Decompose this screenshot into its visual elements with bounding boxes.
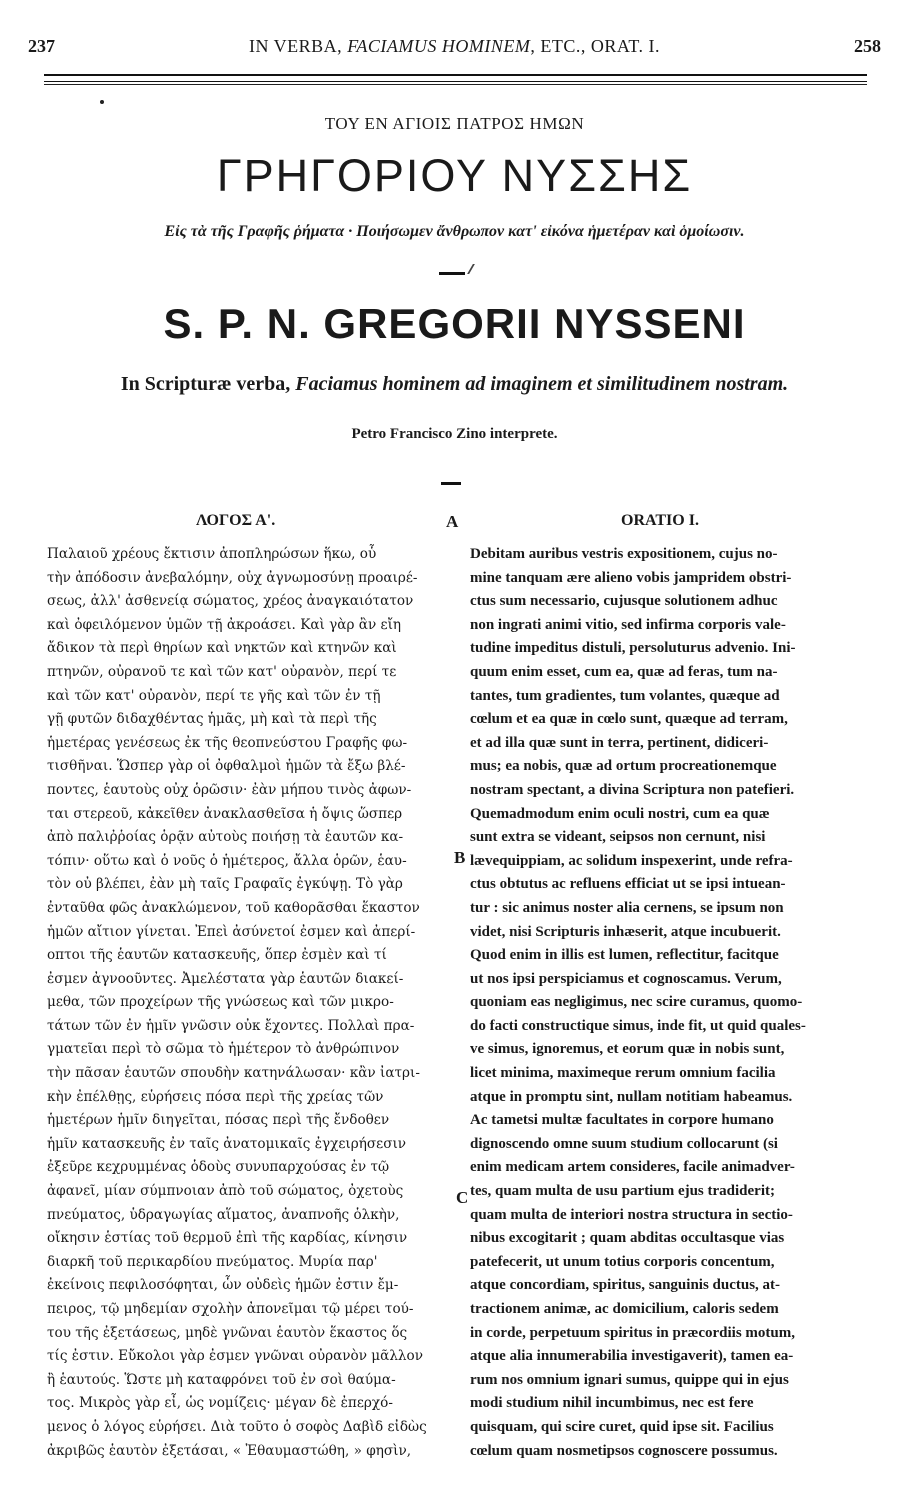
text-line: ctus sum necessario, cujusque solutionem adhuc bbox=[470, 593, 778, 610]
text-line: καὶ ὀφειλόμενον ὑμῶν τῇ ἀκροάσει. Καὶ γὰρ ἂν εἴη bbox=[47, 616, 402, 633]
text-line: ἄδικον τὰ περὶ θηρίων καὶ νηκτῶν καὶ κτηνῶν καὶ bbox=[47, 640, 397, 657]
text-line: τάτων τῶν ἐν ἡμῖν γνῶσιν οὐκ ἔχοντες. Πολλαὶ πρα- bbox=[47, 1017, 415, 1034]
text-line: κὴν ἐπέλθῃς, εὑρήσεις πόσα περὶ τῆς χρείας τῶν bbox=[47, 1088, 384, 1105]
text-line: καὶ τῶν κατ' οὐρανὸν, περί τε γῆς καὶ τῶν ἐν τῇ bbox=[47, 687, 381, 704]
text-line: ἡμῖν κατασκευῆς ἐν ταῖς ἀνατομικαῖς ἐγχειρήσεσιν bbox=[47, 1135, 407, 1152]
text-line: Ac tametsi multæ facultates in corpore humano bbox=[470, 1112, 774, 1129]
ink-dot bbox=[100, 100, 104, 104]
text-line: do facti constructique simus, inde fit, ut quid quales- bbox=[470, 1017, 806, 1034]
text-line: atque in promptu sint, nullam notitiam habeamus. bbox=[470, 1088, 793, 1105]
text-line: sunt extra se videant, seipsos non cernunt, nisi bbox=[470, 829, 766, 846]
latin-title: S. P. N. GREGORII NYSSENI bbox=[163, 300, 746, 347]
text-line: μενος ὁ λόγος εὑρήσει. Διὰ τοῦτο ὁ σοφὸς Δαβὶδ εἰδὼς bbox=[47, 1418, 427, 1435]
text-line: ται στερεοῦ, κἀκεῖθεν ἀνακλασθεῖσα ἡ ὄψις ὥσπερ bbox=[47, 805, 403, 822]
latin-subtitle bbox=[40, 373, 869, 396]
text-line: patefecerit, ut unum totius corporis concentum, bbox=[470, 1253, 775, 1270]
text-line: quam multa de interiori nostra structura in sectio- bbox=[470, 1206, 793, 1223]
latin-column-heading: ORATIO I. bbox=[621, 512, 699, 529]
text-line: ἡμετέρας γενέσεως ἐκ τῆς θεοπνεύστου Γραφῆς φω- bbox=[47, 734, 408, 751]
text-line: οπτοι τῆς ἑαυτῶν κατασκευῆς, ὅπερ ἐσμὲν καὶ τί bbox=[47, 947, 387, 964]
text-line: Debitam auribus vestris expositionem, cujus no- bbox=[470, 546, 778, 562]
text-line: σεως, ἀλλ' ἀσθενείᾳ σώματος, χρέος ἀναγκαιότατον bbox=[47, 593, 414, 610]
text-line: mus; ea nobis, quæ ad ortum procreationemque bbox=[470, 758, 777, 775]
text-line: dignoscendo omne suum studium collocarunt (si bbox=[470, 1135, 778, 1152]
text-line: in corde, perpetuum spiritus in præcordiis motum, bbox=[470, 1324, 796, 1341]
text-line: tur : sic animus noster alia cernens, se ipsum non bbox=[470, 899, 784, 916]
separator-tick bbox=[467, 264, 475, 274]
text-line: videt, nisi Scripturis inhæserit, atque incubuerit. bbox=[470, 923, 781, 940]
text-line: tes, quam multa de usu partium ejus tradiderit; bbox=[470, 1183, 776, 1200]
latin-subtitle-italic: Faciamus hominem ad imaginem et similitudinem nostram. bbox=[295, 373, 789, 395]
text-line: ve simus, ignoremus, et eorum quæ in nobis sunt, bbox=[470, 1041, 785, 1058]
section-marker-a: A bbox=[446, 512, 459, 531]
text-line: ἀπὸ παλιῤῥοίας ὁρᾷν αὐτοὺς ποιήσῃ τὰ ἑαυτῶν κα- bbox=[47, 829, 404, 846]
greek-kicker: ΤΟΥ ΕΝ ΑΓΙΟΙΣ ΠΑΤΡΟΣ ΗΜΩΝ bbox=[324, 114, 585, 133]
text-line: τὴν ἀπόδοσιν ἀνεβαλόμην, οὐχ ἀγνωμοσύνῃ προαιρέ- bbox=[47, 569, 418, 586]
text-line: non ingrati animi vitio, sed infirma corporis vale- bbox=[470, 616, 786, 633]
text-line: ἀφανεῖ, μίαν σύμπνοιαν ἀπὸ τοῦ σώματος, ὀχετοὺς bbox=[47, 1183, 404, 1200]
text-line: Παλαιοῦ χρέους ἔκτισιν ἀποπληρώσων ἥκω, οὗ bbox=[47, 546, 377, 562]
greek-subtitle: Εἰς τὰ τῆς Γραφῆς ῥήματα · Ποιήσωμεν ἄνθρωπον κατ' εἰκόνα ἡμετέραν καὶ ὁμοίωσιν. bbox=[164, 223, 745, 240]
text-line: tractionem animæ, ac domicilium, caloris sedem bbox=[470, 1301, 779, 1317]
text-line: licet minima, maximeque rerum omnium facilia bbox=[470, 1065, 776, 1082]
section-marker-c: C bbox=[456, 1188, 469, 1207]
right-page-number: 258 bbox=[854, 36, 881, 56]
text-line: του τῆς ἐξετάσεως, μηδὲ γνῶναι ἑαυτὸν ἕκαστος ὅς bbox=[47, 1324, 408, 1341]
running-title-part: , ETC., ORAT. I. bbox=[530, 36, 660, 56]
text-line: quoniam eas negligimus, nec scire curamus, quomo- bbox=[470, 994, 803, 1011]
text-line: τισθῆναι. Ὥσπερ γὰρ οἱ ὀφθαλμοὶ ἡμῶν τὰ ἔξω βλέ- bbox=[47, 758, 406, 775]
text-line: ἀκριβῶς ἑαυτὸν ἐξετάσαι, « Ἐθαυμαστώθη, » φησὶν, bbox=[47, 1442, 412, 1459]
text-line: ἐσμεν ἀγνοοῦντες. Ἀμελέστατα γὰρ ἑαυτῶν διακεί- bbox=[47, 970, 404, 987]
running-title bbox=[28, 36, 881, 57]
text-line: τόπιν· οὕτω καὶ ὁ νοῦς ὁ ἡμέτερος, ἄλλα ὁρῶν, ἑαυ- bbox=[47, 852, 407, 869]
text-line: atque alia innumerabilia investigaverit), tamen ea- bbox=[470, 1348, 794, 1365]
text-line: lævequippiam, ac solidum inspexerint, unde refra- bbox=[470, 852, 793, 869]
text-line: ποντες, ἑαυτοὺς οὐχ ὁρῶσιν· ἐὰν μήπου τινὸς ἀφων- bbox=[47, 781, 412, 798]
greek-text-column bbox=[47, 543, 443, 1463]
translator-line: Petro Francisco Zino interprete. bbox=[351, 426, 558, 442]
text-line: nostram spectant, a divina Scriptura non patefieri. bbox=[470, 781, 795, 798]
separator-dash bbox=[439, 272, 465, 275]
text-line: ἐνταῦθα φῶς ἀνακλώμενον, τοῦ καθορᾶσθαι ἕκαστον bbox=[47, 899, 420, 916]
text-line: et ad illa quæ sunt in terra, pertinent, didiceri- bbox=[470, 734, 769, 751]
text-line: μεθα, τῶν προχείρων τῆς γνώσεως καὶ τῶν μικρο- bbox=[47, 994, 394, 1011]
text-line: Quod enim in illis est lumen, reflectitur, facitque bbox=[470, 947, 779, 964]
text-line: mine tanquam ære alieno vobis jampridem obstri- bbox=[470, 569, 792, 586]
running-head bbox=[28, 36, 881, 60]
text-line: quum enim esset, cum ea, quæ ad feras, tum na- bbox=[470, 663, 778, 680]
text-line: nibus excogitarit ; quam abditas occultasque vias bbox=[470, 1230, 785, 1247]
separator-dash bbox=[441, 482, 461, 485]
header-double-rule bbox=[44, 74, 867, 82]
greek-title: ΓΡΗΓΟΡΙΟΥ ΝΥΣΣΗΣ bbox=[216, 150, 693, 201]
text-line: ἡμῶν αἴτιον γίνεται. Ἐπεὶ ἀσύνετοί ἐσμεν καὶ ἀπερί- bbox=[47, 923, 416, 940]
text-line: τος. Μικρὸς γὰρ εἶ, ὡς νομίζεις· μέγαν δὲ ἐπερχό- bbox=[47, 1395, 393, 1412]
latin-text-column bbox=[470, 543, 882, 1463]
text-line: πνεύματος, ὑδραγωγίας αἵματος, ἀναπνοῆς ὁλκὴν, bbox=[47, 1206, 400, 1223]
header-rule bbox=[44, 84, 867, 85]
greek-column-heading: ΛΟΓΟΣ Α'. bbox=[196, 512, 276, 529]
text-line: cœlum et ea quæ in cœlo sunt, quæque ad terram, bbox=[470, 711, 788, 728]
text-line: rum nos omnium ignari sumus, quippe qui in ejus bbox=[470, 1371, 789, 1388]
text-line: ἐκείνοις πεφιλοσόφηται, ὧν οὐδεὶς ἡμῶν ἐστιν ἔμ- bbox=[47, 1277, 399, 1294]
text-line: atque concordiam, spiritus, sanguinis ductus, at- bbox=[470, 1277, 781, 1294]
text-line: tudine impeditus distuli, persoluturus advenio. Ini- bbox=[470, 640, 796, 657]
text-line: cœlum quam nosmetipsos cognoscere possumus. bbox=[470, 1442, 778, 1459]
text-line: πτηνῶν, οὐρανοῦ τε καὶ τῶν κατ' οὐρανὸν, περί τε bbox=[47, 663, 397, 680]
text-line: modi studium nihil incumbimus, nec est fere bbox=[470, 1395, 754, 1412]
text-line: ut nos ipsi perspiciamus et cognoscamus. Verum, bbox=[470, 970, 782, 987]
left-page-number: 237 bbox=[28, 36, 55, 56]
text-line: πειρος, τῷ μηδεμίαν σχολὴν ἀπονεῖμαι τῷ μέρει τού- bbox=[47, 1301, 414, 1317]
section-marker-b: B bbox=[454, 848, 466, 867]
text-line: Quemadmodum enim oculi nostri, cum ea quæ bbox=[470, 805, 770, 822]
text-line: διαρκῆ τοῦ περικαρδίου πνεύματος. Μυρία παρ' bbox=[47, 1253, 378, 1270]
latin-subtitle-plain: In Scripturæ verba, bbox=[120, 373, 296, 395]
running-title-part: IN VERBA, bbox=[249, 36, 348, 56]
text-line: quisquam, qui scire curet, quid ipse sit. Facilius bbox=[470, 1418, 774, 1435]
text-line: γματεῖαι περὶ τὸ σῶμα τὸ ἡμέτερον τὸ ἀνθρώπινον bbox=[47, 1041, 400, 1058]
text-line: τὴν πᾶσαν ἑαυτῶν σπουδὴν κατηνάλωσαν· κἂν ἰατρι- bbox=[47, 1065, 420, 1082]
text-line: γῇ φυτῶν διδαχθέντας ἡμᾶς, μὴ καὶ τὰ περὶ τῆς bbox=[47, 711, 377, 728]
text-line: οἴκησιν ἑστίας τοῦ θερμοῦ ἐπὶ τῆς καρδίας, κίνησιν bbox=[47, 1230, 408, 1247]
text-line: τὸν οὐ βλέπει, ἐὰν μὴ ταῖς Γραφαῖς ἐγκύψῃ. Τὸ γὰρ bbox=[47, 876, 403, 893]
text-line: ctus obtutus ac refluens efficiat ut se ipsi intuean- bbox=[470, 876, 786, 893]
text-line: tantes, tum gradientes, tum volantes, quæque ad bbox=[470, 687, 780, 704]
running-title-italic: FACIAMUS HOMINEM bbox=[347, 36, 531, 56]
text-line: enim medicam artem consideres, facile animadver- bbox=[470, 1159, 795, 1176]
text-line: ἐξεῦρε κεχρυμμένας ὁδοὺς συνυπαρχούσας ἐν τῷ bbox=[47, 1159, 390, 1176]
text-line: ἢ ἑαυτούς. Ὥστε μὴ καταφρόνει τοῦ ἐν σοὶ θαύμα- bbox=[47, 1371, 396, 1388]
text-line: ἡμετέρων ἡμῖν διηγεῖται, πόσας περὶ τῆς ἔνδοθεν bbox=[47, 1112, 390, 1129]
text-line: τίς ἐστιν. Εὔκολοι γὰρ ἐσμεν γνῶναι οὐρανὸν μᾶλλον bbox=[47, 1348, 423, 1365]
